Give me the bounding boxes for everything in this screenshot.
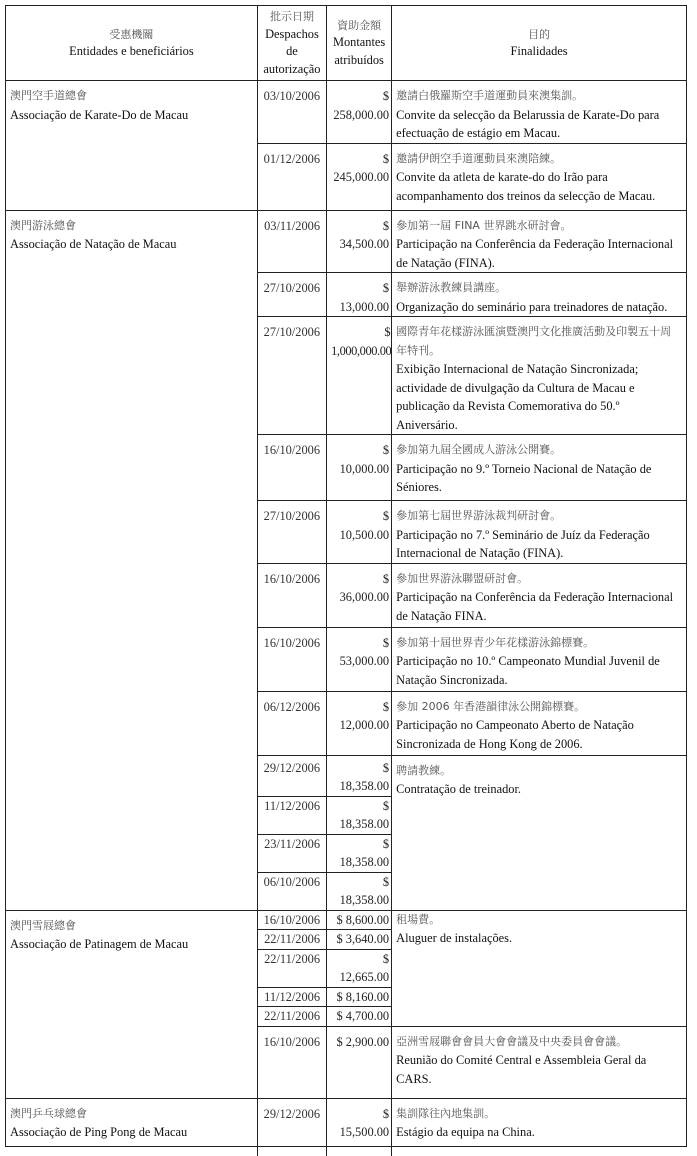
entity-cell [6,1098,258,1146]
entity-zh: 澳門乒乓球總會 [10,1106,87,1120]
header-amount-pt2: atribuídos [334,52,384,67]
date-cell: 06/10/2006 [257,872,326,910]
purpose-pt: Aluguer de instalações. [396,931,513,945]
purpose-cell [392,210,687,273]
entity-cell [6,210,258,910]
date-cell: 03/10/2006 [257,81,326,144]
purpose-zh: 參加第一屆 FINA 世界跳水研討會。 [396,218,572,232]
purpose-zh: 參加 2006 年香港韻律泳公開錦標賽。 [396,699,586,713]
table-row [6,81,687,144]
table-row [6,210,687,273]
amount-cell: $ 12,000.00 [327,691,392,755]
purpose-zh: 參加第十屆世界青少年花樣游泳錦標賽。 [396,635,595,649]
purpose-cell [392,143,687,210]
amount-cell: $ 18,358.00 [327,796,392,834]
amount-cell: $ 2,900.00 [327,1026,392,1098]
purpose-cell [392,910,687,1026]
amount-cell: $ 12,665.00 [327,949,392,987]
continuation-cell [327,1146,392,1156]
date-cell: 16/10/2006 [257,910,326,930]
purpose-cell [392,435,687,501]
header-date [257,6,326,81]
date-cell: 11/12/2006 [257,796,326,834]
purpose-pt: Convite da selecção da Belarussia de Karate-Do para efectuação de estágio em Macau. [396,107,660,140]
header-entities-zh: 受惠機關 [109,27,154,41]
purpose-pt: Organização do seminário para treinadores de natação. [396,299,668,314]
header-entities-pt: Entidades e beneficiários [69,44,194,58]
amount-cell: $ 10,000.00 [327,435,392,501]
entity-pt: Associação de Karate-Do de Macau [10,107,189,122]
amount-cell: $ 34,500.00 [327,210,392,273]
date-cell: 16/10/2006 [257,563,326,627]
purpose-cell [392,1026,687,1098]
purpose-zh: 邀請白俄羅斯空手道運動員來澳集訓。 [396,89,584,102]
table-row-continuation [6,1146,687,1156]
entity-pt: Associação de Ping Pong de Macau [10,1125,188,1139]
purpose-pt: Participação no Campeonato Aberto de Natação Sincronizada de Hong Kong de 2006. [396,718,634,751]
purpose-cell [392,273,687,317]
amount-cell: $ 258,000.00 [327,81,392,144]
amount-cell: $ 1,000,000.00 [327,317,392,435]
purpose-cell [392,81,687,144]
date-cell: 22/11/2006 [257,1007,326,1027]
purpose-pt: Exibição Internacional de Natação Sincronizada; actividade de divulgação da Cultura de Macau e publicação da Revista Comemorativa do 50.º Aniversário. [396,362,639,432]
purpose-pt: Participação no 9.º Torneio Nacional de Natação de Séniores. [396,461,652,494]
purpose-pt: Participação no 7.º Seminário de Juíz da Federação Internacional de Natação (FINA). [396,527,650,560]
amount-cell: $ 13,000.00 [327,273,392,317]
entity-zh: 澳門雪屐總會 [10,918,76,932]
purpose-zh: 聘請教練。 [396,763,452,777]
table-row [6,910,687,930]
amount-cell: $ 3,640.00 [327,930,392,950]
purpose-zh: 參加世界游泳聯盟研討會。 [396,571,529,585]
purpose-cell [392,501,687,564]
header-purpose [392,6,687,81]
purpose-cell [392,563,687,627]
header-date-pt2: autorização [263,61,321,76]
continuation-cell [257,1146,326,1156]
entity-cell [6,81,258,211]
header-amount-zh: 資助金額 [337,18,382,32]
entity-zh: 澳門空手道總會 [10,89,87,102]
purpose-zh: 租場費。 [396,912,441,926]
date-cell: 16/10/2006 [257,1026,326,1098]
header-amount-pt1: Montantes [332,35,386,50]
header-date-pt1: Despachos de [265,26,319,58]
amount-cell: $ 245,000.00 [327,143,392,210]
subsidies-table [5,5,687,1156]
date-cell: 29/12/2006 [257,755,326,796]
date-cell: 11/12/2006 [257,987,326,1007]
date-cell: 22/11/2006 [257,930,326,950]
entity-pt: Associação de Natação de Macau [10,237,177,251]
purpose-cell [392,755,687,910]
purpose-zh: 參加第七屆世界游泳裁判研討會。 [396,509,562,522]
entity-cell [6,910,258,1098]
continuation-cell [6,1146,258,1156]
purpose-cell [392,627,687,691]
date-cell: 27/10/2006 [257,273,326,317]
amount-cell: $ 8,160.00 [327,987,392,1007]
purpose-pt: Participação na Conferência da Federação Internacional de Natação (FINA). [396,237,674,270]
purpose-zh: 邀請伊朗空手道運動員來澳陪練。 [396,151,562,165]
amount-cell: $ 10,500.00 [327,501,392,564]
entity-zh: 澳門游泳總會 [10,218,76,232]
amount-cell: $ 8,600.00 [327,910,392,930]
amount-cell: $ 4,700.00 [327,1007,392,1027]
amount-cell: $ 18,358.00 [327,755,392,796]
purpose-zh: 亞洲雪屐聯會會員大會會議及中央委員會會議。 [396,1034,628,1048]
purpose-zh: 參加第九屆全國成人游泳公開賽。 [396,443,562,456]
date-cell: 16/10/2006 [257,435,326,501]
header-entities [6,6,258,81]
amount-cell: $ 18,358.00 [327,872,392,910]
header-amount [327,6,392,81]
purpose-pt: Contratação de treinador. [396,782,522,796]
purpose-pt: Convite da atleta de karate-do do Irão para acompanhamento dos treinos da selecção de Macau. [396,170,656,203]
header-purpose-zh: 目的 [528,27,551,41]
purpose-zh: 舉辦游泳教練員講座。 [396,281,507,294]
purpose-pt: Reunião do Comité Central e Assembleia Geral da CARS. [396,1053,647,1086]
purpose-pt: Estágio da equipa na China. [396,1125,535,1139]
purpose-zh: 國際青年花樣游泳匯演暨澳門文化推廣活動及印製五十周年特刊。 [396,325,672,357]
date-cell: 27/10/2006 [257,317,326,435]
table-row [6,1098,687,1146]
date-cell: 16/10/2006 [257,627,326,691]
entity-pt: Associação de Patinagem de Macau [10,937,189,951]
purpose-cell [392,317,687,435]
purpose-zh: 集訓隊往內地集訓。 [396,1106,496,1120]
amount-cell: $ 18,358.00 [327,834,392,872]
purpose-pt: Participação no 10.º Campeonato Mundial Juvenil de Natação Sincronizada. [396,654,660,687]
amount-cell: $ 15,500.00 [327,1098,392,1146]
purpose-cell [392,691,687,755]
date-cell: 01/12/2006 [257,143,326,210]
date-cell: 22/11/2006 [257,949,326,987]
amount-cell: $ 36,000.00 [327,563,392,627]
date-cell: 06/12/2006 [257,691,326,755]
date-cell: 23/11/2006 [257,834,326,872]
purpose-cell [392,1098,687,1146]
date-cell: 03/11/2006 [257,210,326,273]
purpose-pt: Participação na Conferência da Federação Internacional de Natação FINA. [396,590,674,623]
date-cell: 27/10/2006 [257,501,326,564]
table-header [6,6,687,81]
header-date-zh: 批示日期 [269,10,314,23]
header-purpose-pt: Finalidades [510,44,568,58]
continuation-cell [392,1146,687,1156]
date-cell: 29/12/2006 [257,1098,326,1146]
amount-cell: $ 53,000.00 [327,627,392,691]
